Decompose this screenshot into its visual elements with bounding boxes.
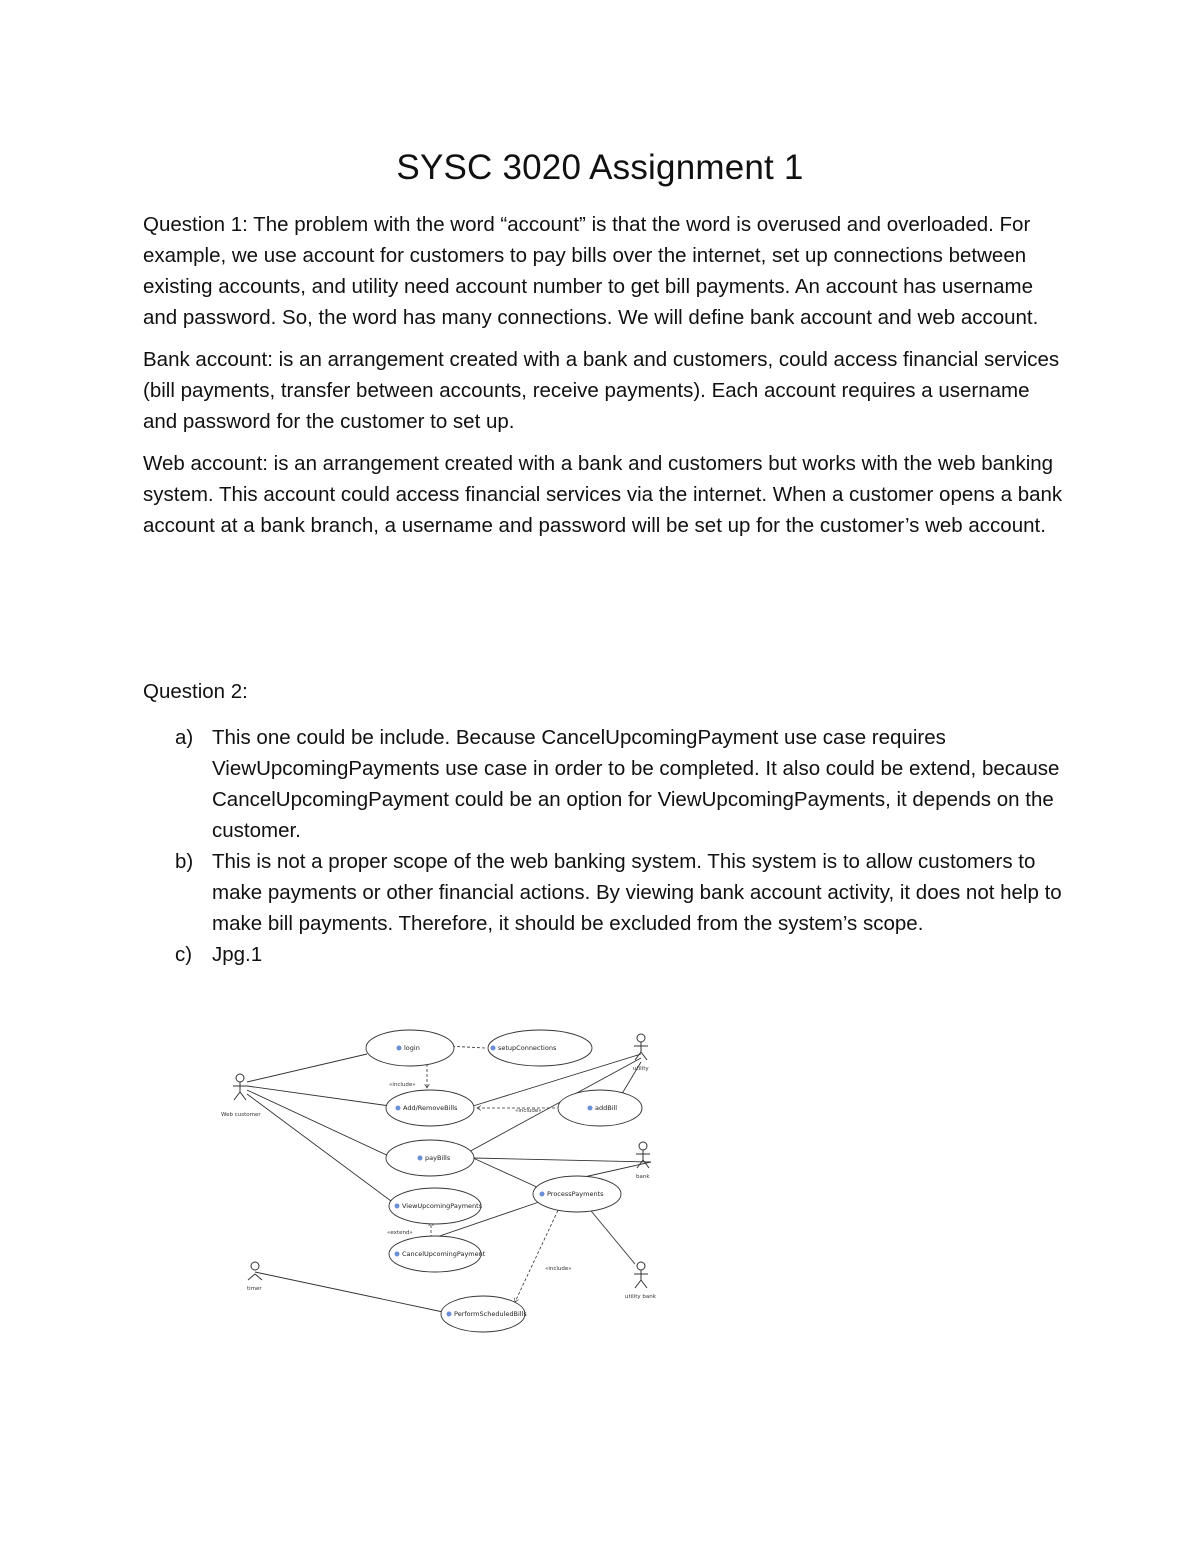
- use-case-label: login: [404, 1044, 420, 1052]
- actor-label: timer: [247, 1286, 262, 1292]
- use-case-icon: [395, 1204, 400, 1209]
- actor-label: Web customer: [221, 1112, 261, 1118]
- list-item-label: c): [175, 943, 193, 966]
- use-case-label: Add/RemoveBills: [403, 1104, 458, 1112]
- use-case-icon: [447, 1312, 452, 1317]
- use-case-label: setupConnections: [498, 1044, 557, 1052]
- include-label: «include»: [389, 1082, 416, 1088]
- use-case-label: CancelUpcomingPayment: [402, 1250, 486, 1258]
- use-case-icon: [418, 1156, 423, 1161]
- actor-label: utility bank: [625, 1294, 656, 1300]
- web-account-definition: Web account: is an arrangement created with a bank and customers but works with the web banking system. This account could access financial services via the internet. When a customer opens a bank account at a bank branch, a username and password will be set up for the customer’s web account.: [143, 452, 1063, 537]
- include-label: «include»: [545, 1266, 572, 1272]
- use-case-label: addBill: [595, 1104, 618, 1112]
- question-2-list: [175, 722, 1065, 970]
- bank-account-definition: Bank account: is an arrangement created with a bank and customers, could access financial services (bill payments, transfer between accounts, receive payments). Each account requires a username and password for the customer to set up.: [143, 348, 1060, 433]
- use-case-icon: [395, 1252, 400, 1257]
- use-case-icon: [396, 1106, 401, 1111]
- use-case-icon: [397, 1046, 402, 1051]
- actor-timer-icon: [248, 1262, 262, 1280]
- list-item-text: This is not a proper scope of the web banking system. This system is to allow customers to make payments or other financial actions. By viewing bank account activity, it does not help to make bill payments. Therefore, it should be excluded from the system’s scope.: [212, 850, 1062, 935]
- list-item-text: Jpg.1: [212, 943, 263, 966]
- list-item: [175, 722, 1065, 846]
- use-case-label: payBills: [425, 1154, 451, 1162]
- use-case-icon: [491, 1046, 496, 1051]
- list-item: [175, 939, 1065, 970]
- actor-utility-bank-icon: [634, 1262, 648, 1288]
- actor-label: utility: [633, 1066, 649, 1072]
- use-case-icon: [588, 1106, 593, 1111]
- question-2-heading: Question 2:: [143, 680, 248, 703]
- extend-label: «extend»: [387, 1230, 413, 1236]
- use-case-label: ViewUpcomingPayments: [402, 1202, 483, 1210]
- list-item-label: b): [175, 850, 194, 873]
- question-1: [143, 209, 1063, 552]
- list-item-label: a): [175, 726, 194, 749]
- list-item-text: This one could be include. Because CancelUpcomingPayment use case requires ViewUpcomingPayments use case in order to be completed. It also could be extend, because CancelUpcomingPayment could be an option for ViewUpcomingPayments, it depends on the customer.: [212, 726, 1060, 842]
- actor-web-customer-icon: [233, 1074, 247, 1100]
- use-case-diagram: [215, 1020, 675, 1340]
- actor-label: bank: [636, 1174, 650, 1180]
- use-case-icon: [540, 1192, 545, 1197]
- question-1-paragraph: Question 1: The problem with the word “account” is that the word is overused and overloaded. For example, we use account for customers to pay bills over the internet, set up connections between existing accounts, and utility need account number to get bill payments. An account has username and password. So, the word has many connections. We will define bank account and web account.: [143, 213, 1039, 329]
- use-case-label: PerformScheduledBills: [454, 1310, 527, 1318]
- use-case-label: ProcessPayments: [547, 1190, 604, 1198]
- page-title: SYSC 3020 Assignment 1: [396, 148, 804, 187]
- list-item: [175, 846, 1065, 939]
- actor-utility-icon: [634, 1034, 648, 1060]
- include-label: «include»: [515, 1108, 542, 1114]
